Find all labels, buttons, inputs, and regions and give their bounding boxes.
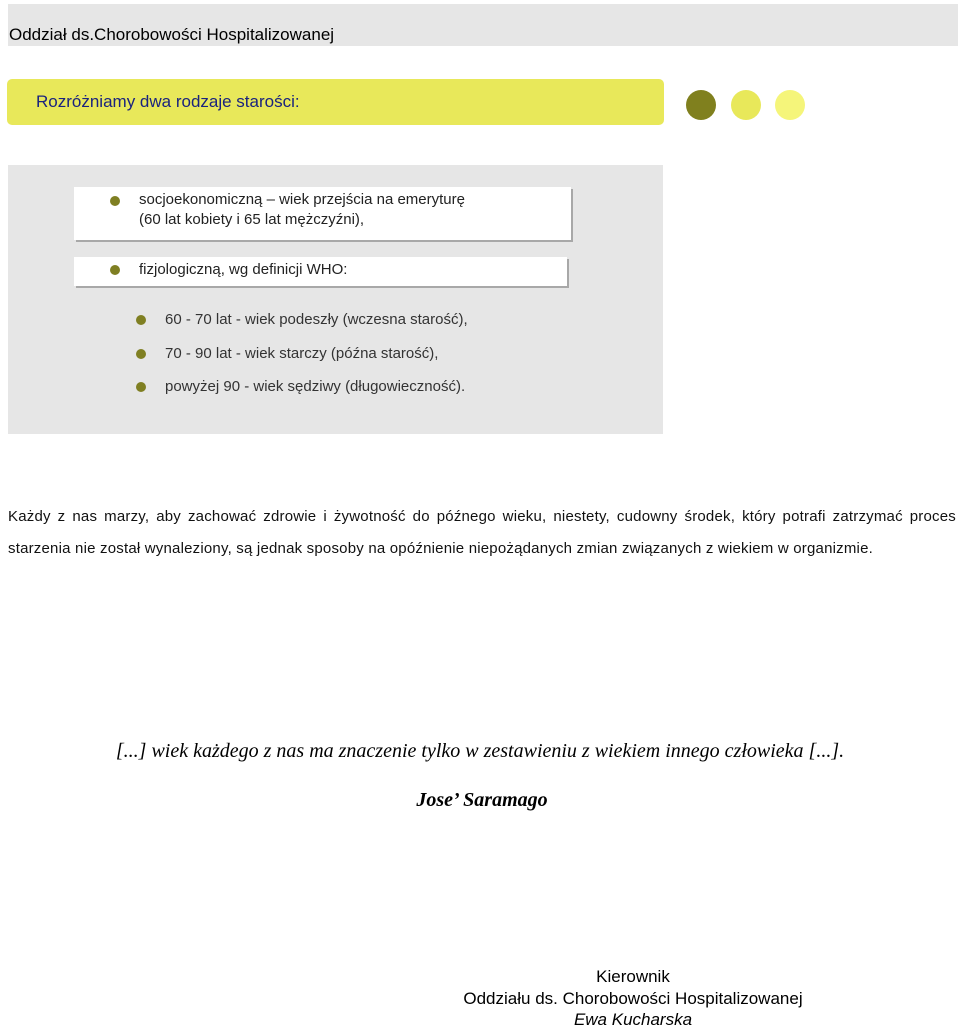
olive-circle-bullet-icon xyxy=(136,382,146,392)
olive-circle-bullet-icon xyxy=(110,196,120,206)
olive-circle-bullet-icon xyxy=(136,315,146,325)
header-bar xyxy=(8,4,958,46)
list-item-line: socjoekonomiczną – wiek przejścia na emeryturę xyxy=(139,191,465,208)
list-item-line: fizjologiczną, wg definicji WHO: xyxy=(139,261,348,278)
olive-circle-bullet-icon xyxy=(110,265,120,275)
sub-list-item: powyżej 90 - wiek sędziwy (długowieczność). xyxy=(165,378,466,395)
header-text: Oddział ds.Chorobowości Hospitalizowanej xyxy=(9,25,335,44)
dot-dark-olive-icon xyxy=(686,90,716,120)
definition-panel xyxy=(8,165,663,434)
body-paragraph: Każdy z nas marzy, aby zachować zdrowie i żywotność do późnego wieku, niestety, cudowny środek, który potrafi zatrzymać proces starzenia nie został wynaleziony, są jednak sposoby na opóźnienie niepożądanych zmian związanych z wiekiem w organizmie. xyxy=(8,508,956,557)
dot-yellow-icon xyxy=(731,90,761,120)
sub-list-item: 70 - 90 lat - wiek starczy (późna starość), xyxy=(165,345,439,362)
quote-text: [...] wiek każdego z nas ma znaczenie tylko w zestawieniu z wiekiem innego człowieka [...]. xyxy=(115,740,845,762)
quote-author: Jose’ Saramago xyxy=(416,789,548,811)
sub-list-item: 60 - 70 lat - wiek podeszły (wczesna starość), xyxy=(165,311,468,328)
dot-light-yellow-icon xyxy=(775,90,805,120)
list-item-line: (60 lat kobiety i 65 lat mężczyźni), xyxy=(139,211,365,228)
page-title: Rozróżniamy dwa rodzaje starości: xyxy=(36,92,300,111)
olive-circle-bullet-icon xyxy=(136,349,146,359)
title-bar xyxy=(7,79,664,125)
signature-name: Ewa Kucharska xyxy=(573,1010,693,1029)
signature-role: Kierownik xyxy=(596,967,670,986)
signature-department: Oddziału ds. Chorobowości Hospitalizowanej xyxy=(463,989,803,1008)
